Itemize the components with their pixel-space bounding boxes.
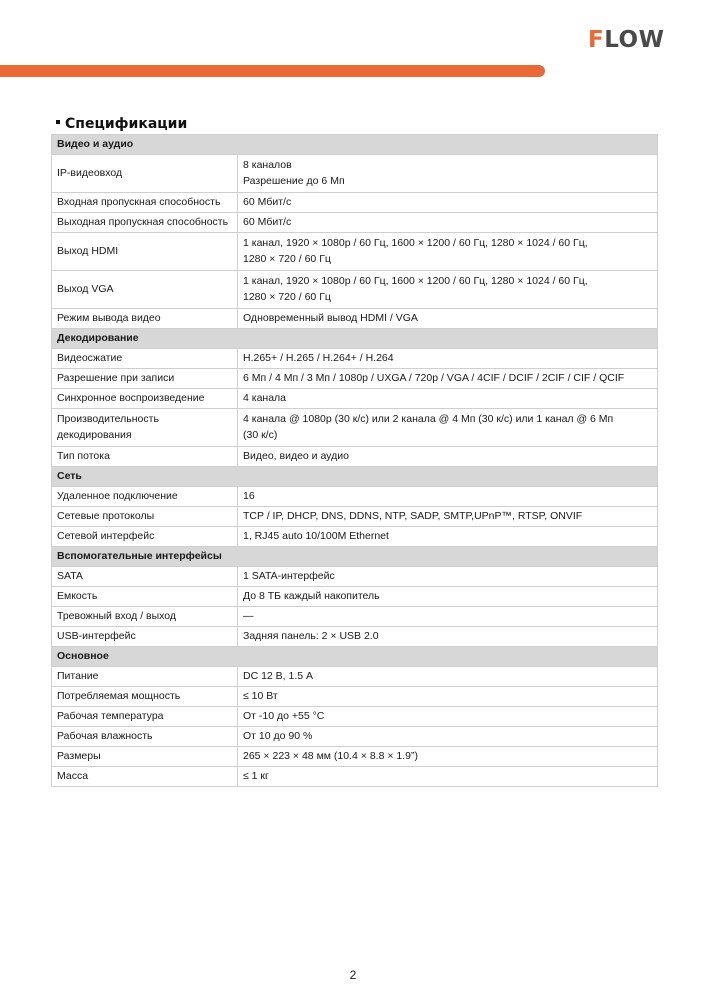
spec-value: [238, 567, 658, 587]
spec-value-line: 60 Мбит/с: [243, 216, 292, 228]
spec-row: [52, 567, 658, 587]
spec-value: [238, 447, 658, 467]
spec-row: [52, 627, 658, 647]
spec-value-line: 16: [243, 490, 255, 502]
bullet-icon: [56, 120, 60, 124]
spec-row: [52, 369, 658, 389]
logo-letters-rest: LOW: [604, 27, 665, 53]
spec-value-line: 1 канал, 1920 × 1080р / 60 Гц, 1600 × 1200 / 60 Гц, 1280 × 1024 / 60 Гц,: [243, 275, 588, 287]
spec-value-line: Задняя панель: 2 × USB 2.0: [243, 630, 379, 642]
spec-value-line: 6 Мп / 4 Мп / 3 Мп / 1080p / UXGA / 720p / VGA / 4CIF / DCIF / 2CIF / CIF / QCIF: [243, 372, 625, 384]
spec-group-title: Основное: [52, 647, 658, 667]
spec-row: [52, 707, 658, 727]
spec-value: [238, 193, 658, 213]
spec-value: [238, 487, 658, 507]
header-accent-bar: [0, 65, 545, 77]
spec-value-line: 1, RJ45 auto 10/100M Ethernet: [243, 530, 389, 542]
spec-value: [238, 155, 658, 193]
spec-row: [52, 687, 658, 707]
spec-row: [52, 447, 658, 467]
spec-value-line: ≤ 1 кг: [243, 770, 269, 782]
spec-value: [238, 369, 658, 389]
spec-label: Рабочая температура: [52, 707, 238, 727]
spec-label-line: декодирования: [57, 429, 132, 441]
spec-value-line: H.265+ / H.265 / H.264+ / H.264: [243, 352, 394, 364]
spec-value: [238, 527, 658, 547]
spec-row: [52, 607, 658, 627]
spec-value-line: ≤ 10 Вт: [243, 690, 278, 702]
spec-label: Выход VGA: [52, 271, 238, 309]
spec-label: Синхронное воспроизведение: [52, 389, 238, 409]
spec-value: [238, 349, 658, 369]
spec-label: SATA: [52, 567, 238, 587]
spec-label: Входная пропускная способность: [52, 193, 238, 213]
spec-value-line: 4 канала: [243, 392, 287, 404]
spec-row: [52, 309, 658, 329]
spec-label: Сетевой интерфейс: [52, 527, 238, 547]
spec-row: [52, 193, 658, 213]
spec-row: [52, 409, 658, 447]
spec-value: [238, 233, 658, 271]
spec-value: [238, 687, 658, 707]
spec-row: [52, 389, 658, 409]
spec-value-line: Разрешение до 6 Мп: [243, 175, 345, 187]
logo-letter-f: F: [588, 27, 605, 53]
spec-row: [52, 767, 658, 787]
spec-row: [52, 213, 658, 233]
spec-label: Размеры: [52, 747, 238, 767]
spec-row: [52, 727, 658, 747]
spec-group-header: [52, 329, 658, 349]
spec-label: Тип потока: [52, 447, 238, 467]
spec-value-line: 8 каналов: [243, 159, 292, 171]
spec-label: Сетевые протоколы: [52, 507, 238, 527]
spec-row: [52, 155, 658, 193]
spec-label: Потребляемая мощность: [52, 687, 238, 707]
spec-group-title: Декодирование: [52, 329, 658, 349]
spec-row: [52, 587, 658, 607]
spec-value-line: 265 × 223 × 48 мм (10.4 × 8.8 × 1.9”): [243, 750, 418, 762]
spec-group-title: Сеть: [52, 467, 658, 487]
spec-label: Выход HDMI: [52, 233, 238, 271]
spec-group-header: [52, 467, 658, 487]
spec-value: [238, 507, 658, 527]
spec-table-body: [52, 135, 658, 787]
spec-row: [52, 233, 658, 271]
spec-row: [52, 667, 658, 687]
spec-row: [52, 527, 658, 547]
spec-label: Видеосжатие: [52, 349, 238, 369]
spec-value-line: Одновременный вывод HDMI / VGA: [243, 312, 418, 324]
spec-value: [238, 309, 658, 329]
spec-label: Удаленное подключение: [52, 487, 238, 507]
spec-value: [238, 667, 658, 687]
spec-value-line: 60 Мбит/с: [243, 196, 292, 208]
spec-label: USB-интерфейс: [52, 627, 238, 647]
spec-label: Рабочая влажность: [52, 727, 238, 747]
spec-value: [238, 271, 658, 309]
spec-value: [238, 587, 658, 607]
spec-value: [238, 767, 658, 787]
spec-group-header: [52, 547, 658, 567]
spec-label: [52, 409, 238, 447]
spec-group-title: Видео и аудио: [52, 135, 658, 155]
spec-value: [238, 389, 658, 409]
section-title-text: Спецификации: [65, 116, 188, 132]
spec-value: [238, 747, 658, 767]
spec-value: [238, 727, 658, 747]
spec-label-line: Производительность: [57, 413, 159, 425]
flow-logo: [588, 28, 664, 52]
spec-value-line: До 8 ТБ каждый накопитель: [243, 590, 380, 602]
spec-row: [52, 507, 658, 527]
spec-row: [52, 349, 658, 369]
spec-table: [51, 134, 658, 787]
spec-value: [238, 213, 658, 233]
spec-value: [238, 607, 658, 627]
spec-label: Тревожный вход / выход: [52, 607, 238, 627]
spec-value-line: 1280 × 720 / 60 Гц: [243, 253, 331, 265]
spec-row: [52, 487, 658, 507]
spec-label: IP-видеовход: [52, 155, 238, 193]
spec-value-line: 1280 × 720 / 60 Гц: [243, 291, 331, 303]
spec-value-line: (30 к/с): [243, 429, 278, 441]
page-number: 2: [349, 968, 357, 982]
spec-value-line: От -10 до +55 °C: [243, 710, 325, 722]
spec-value: [238, 627, 658, 647]
spec-group-header: [52, 647, 658, 667]
spec-value-line: DC 12 В, 1.5 А: [243, 670, 314, 682]
spec-value: [238, 409, 658, 447]
spec-label: Масса: [52, 767, 238, 787]
spec-value-line: Видео, видео и аудио: [243, 450, 349, 462]
spec-label: Режим вывода видео: [52, 309, 238, 329]
spec-group-title: Вспомогательные интерфейсы: [52, 547, 658, 567]
spec-value: [238, 707, 658, 727]
spec-value-line: 4 канала @ 1080p (30 к/с) или 2 канала @ 4 Мп (30 к/с) или 1 канал @ 6 Мп: [243, 413, 614, 425]
spec-row: [52, 747, 658, 767]
section-title: [56, 116, 187, 132]
spec-value-line: TCP / IP, DHCP, DNS, DDNS, NTP, SADP, SMTP,UPnP™, RTSP, ONVIF: [243, 510, 583, 522]
spec-value-line: —: [243, 610, 254, 622]
spec-group-header: [52, 135, 658, 155]
spec-row: [52, 271, 658, 309]
spec-value-line: 1 канал, 1920 × 1080р / 60 Гц, 1600 × 1200 / 60 Гц, 1280 × 1024 / 60 Гц,: [243, 237, 588, 249]
spec-label: Разрешение при записи: [52, 369, 238, 389]
spec-label: Выходная пропускная способность: [52, 213, 238, 233]
spec-value-line: 1 SATA-интерфейс: [243, 570, 335, 582]
spec-label: Питание: [52, 667, 238, 687]
spec-label: Емкость: [52, 587, 238, 607]
spec-value-line: От 10 до 90 %: [243, 730, 313, 742]
